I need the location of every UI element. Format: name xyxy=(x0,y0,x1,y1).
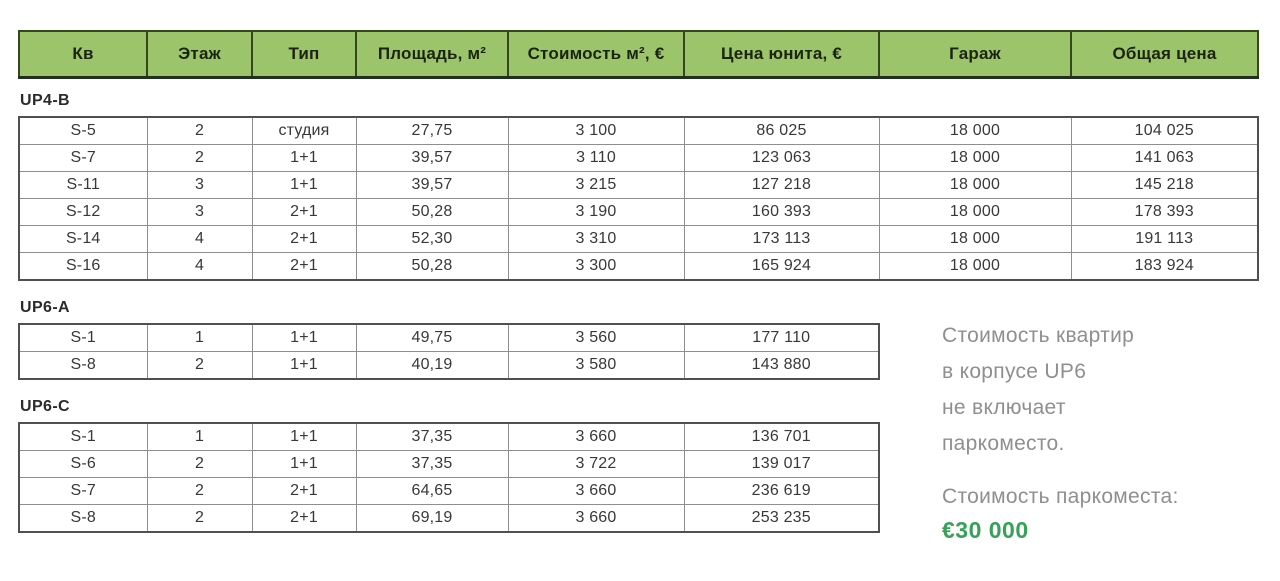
table-cell-floor: 2 xyxy=(147,451,252,478)
table-cell-area: 69,19 xyxy=(356,505,508,533)
table-cell-type: 2+1 xyxy=(252,199,356,226)
table-cell-total-price: 141 063 xyxy=(1071,145,1258,172)
header-cell-price-m2: Стоимость м², € xyxy=(508,31,684,78)
table-cell-total-price: 191 113 xyxy=(1071,226,1258,253)
table-cell-type: 1+1 xyxy=(252,451,356,478)
section-label-up6-c: UP6-C xyxy=(20,398,71,415)
table-cell-floor: 4 xyxy=(147,226,252,253)
table-cell-apt: S-7 xyxy=(19,145,147,172)
table-cell-unit-price: 143 880 xyxy=(684,352,879,380)
header-cell-unit-price: Цена юнита, € xyxy=(684,31,879,78)
table-cell-price-m2: 3 100 xyxy=(508,117,684,145)
table-row xyxy=(19,253,1258,281)
table-cell-garage: 18 000 xyxy=(879,253,1071,281)
table-cell-unit-price: 139 017 xyxy=(684,451,879,478)
table-cell-unit-price: 177 110 xyxy=(684,324,879,352)
table-cell-floor: 2 xyxy=(147,478,252,505)
note-line: паркоместо. xyxy=(942,432,1065,455)
table-row xyxy=(19,199,1258,226)
header-row xyxy=(19,31,1258,78)
table-cell-price-m2: 3 722 xyxy=(508,451,684,478)
table-cell-garage: 18 000 xyxy=(879,226,1071,253)
table-cell-price-m2: 3 560 xyxy=(508,324,684,352)
header-cell-apt: Кв xyxy=(19,31,147,78)
price-table-up6-c xyxy=(18,422,880,533)
table-cell-apt: S-8 xyxy=(19,505,147,533)
header-cell-garage: Гараж xyxy=(879,31,1071,78)
table-row xyxy=(19,352,879,380)
parking-cost-label: Стоимость паркоместа: xyxy=(942,485,1179,508)
table-cell-unit-price: 236 619 xyxy=(684,478,879,505)
table-cell-area: 39,57 xyxy=(356,172,508,199)
table-cell-apt: S-16 xyxy=(19,253,147,281)
note-line: в корпусе UP6 xyxy=(942,360,1087,383)
table-cell-price-m2: 3 300 xyxy=(508,253,684,281)
price-table-up4-b xyxy=(18,116,1259,281)
table-cell-area: 40,19 xyxy=(356,352,508,380)
table-cell-garage: 18 000 xyxy=(879,172,1071,199)
section-label-up4-b: UP4-B xyxy=(20,92,71,109)
table-cell-area: 37,35 xyxy=(356,451,508,478)
table-cell-price-m2: 3 660 xyxy=(508,478,684,505)
table-cell-floor: 4 xyxy=(147,253,252,281)
parking-cost-block xyxy=(942,482,1272,545)
table-cell-floor: 2 xyxy=(147,145,252,172)
table-cell-type: 2+1 xyxy=(252,478,356,505)
table-cell-apt: S-8 xyxy=(19,352,147,380)
table-cell-price-m2: 3 660 xyxy=(508,423,684,451)
table-cell-area: 50,28 xyxy=(356,199,508,226)
table-cell-type: 2+1 xyxy=(252,226,356,253)
table-row xyxy=(19,324,879,352)
table-cell-floor: 2 xyxy=(147,352,252,380)
price-table-header xyxy=(18,30,1259,79)
table-cell-price-m2: 3 310 xyxy=(508,226,684,253)
table-cell-price-m2: 3 110 xyxy=(508,145,684,172)
table-cell-garage: 18 000 xyxy=(879,145,1071,172)
table-cell-area: 52,30 xyxy=(356,226,508,253)
table-cell-total-price: 145 218 xyxy=(1071,172,1258,199)
table-cell-type: 1+1 xyxy=(252,145,356,172)
table-cell-area: 64,65 xyxy=(356,478,508,505)
table-cell-unit-price: 123 063 xyxy=(684,145,879,172)
table-row xyxy=(19,451,879,478)
table-cell-unit-price: 173 113 xyxy=(684,226,879,253)
price-table-up6-a xyxy=(18,323,880,380)
table-cell-total-price: 104 025 xyxy=(1071,117,1258,145)
table-cell-area: 39,57 xyxy=(356,145,508,172)
table-cell-unit-price: 127 218 xyxy=(684,172,879,199)
table-cell-unit-price: 160 393 xyxy=(684,199,879,226)
table-cell-type: 1+1 xyxy=(252,324,356,352)
note-line: Стоимость квартир xyxy=(942,324,1135,347)
table-cell-garage: 18 000 xyxy=(879,199,1071,226)
table-row xyxy=(19,226,1258,253)
table-row xyxy=(19,117,1258,145)
table-cell-area: 50,28 xyxy=(356,253,508,281)
table-cell-area: 37,35 xyxy=(356,423,508,451)
table-cell-unit-price: 136 701 xyxy=(684,423,879,451)
table-row xyxy=(19,145,1258,172)
table-cell-floor: 1 xyxy=(147,423,252,451)
table-cell-type: 1+1 xyxy=(252,352,356,380)
table-cell-type: 2+1 xyxy=(252,505,356,533)
table-cell-price-m2: 3 215 xyxy=(508,172,684,199)
table-cell-floor: 2 xyxy=(147,117,252,145)
header-cell-area: Площадь, м² xyxy=(356,31,508,78)
table-row xyxy=(19,172,1258,199)
table-cell-apt: S-14 xyxy=(19,226,147,253)
table-cell-unit-price: 253 235 xyxy=(684,505,879,533)
table-cell-price-m2: 3 580 xyxy=(508,352,684,380)
table-cell-apt: S-1 xyxy=(19,423,147,451)
table-cell-apt: S-11 xyxy=(19,172,147,199)
table-cell-type: 2+1 xyxy=(252,253,356,281)
table-cell-type: студия xyxy=(252,117,356,145)
parking-cost-value: €30 000 xyxy=(942,517,1029,543)
table-cell-total-price: 178 393 xyxy=(1071,199,1258,226)
table-row xyxy=(19,505,879,533)
table-row xyxy=(19,423,879,451)
table-cell-floor: 1 xyxy=(147,324,252,352)
table-cell-floor: 3 xyxy=(147,172,252,199)
parking-note xyxy=(942,318,1272,462)
table-cell-area: 49,75 xyxy=(356,324,508,352)
table-cell-total-price: 183 924 xyxy=(1071,253,1258,281)
header-cell-floor: Этаж xyxy=(147,31,252,78)
table-cell-apt: S-12 xyxy=(19,199,147,226)
table-cell-price-m2: 3 190 xyxy=(508,199,684,226)
table-cell-floor: 3 xyxy=(147,199,252,226)
table-cell-unit-price: 165 924 xyxy=(684,253,879,281)
table-cell-apt: S-7 xyxy=(19,478,147,505)
table-cell-apt: S-1 xyxy=(19,324,147,352)
note-line: не включает xyxy=(942,396,1066,419)
header-cell-type: Тип xyxy=(252,31,356,78)
table-row xyxy=(19,478,879,505)
section-label-up6-a: UP6-A xyxy=(20,299,71,316)
table-cell-garage: 18 000 xyxy=(879,117,1071,145)
table-cell-unit-price: 86 025 xyxy=(684,117,879,145)
table-cell-type: 1+1 xyxy=(252,423,356,451)
table-cell-price-m2: 3 660 xyxy=(508,505,684,533)
table-cell-apt: S-6 xyxy=(19,451,147,478)
table-cell-type: 1+1 xyxy=(252,172,356,199)
header-cell-total-price: Общая цена xyxy=(1071,31,1258,78)
table-cell-floor: 2 xyxy=(147,505,252,533)
table-cell-apt: S-5 xyxy=(19,117,147,145)
table-cell-area: 27,75 xyxy=(356,117,508,145)
